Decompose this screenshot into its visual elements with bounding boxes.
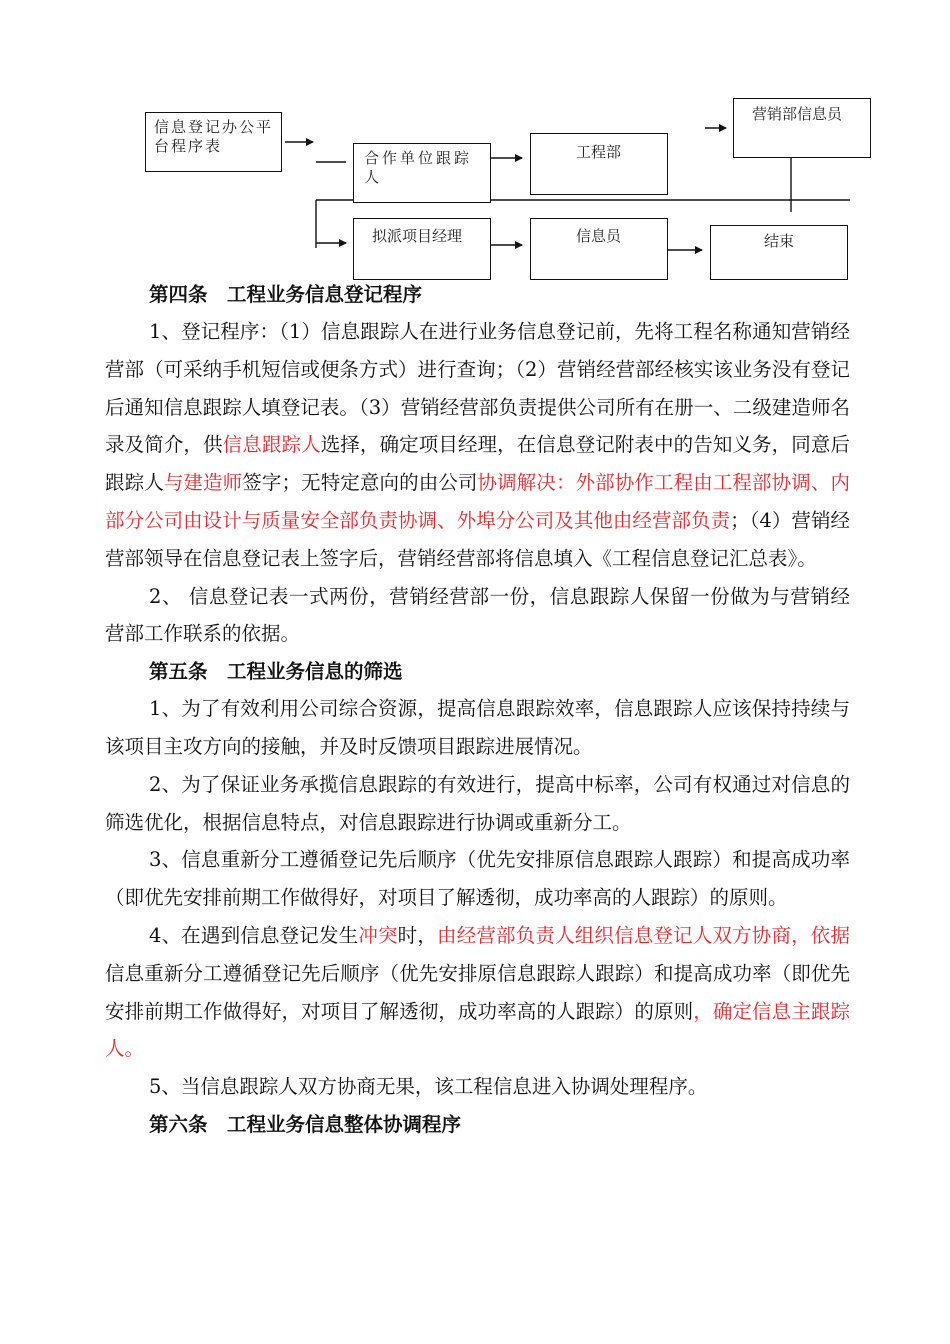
flow-node-info-clerk [530,218,668,280]
flow-node-platform-label: 信息登记办公平台程序表 [154,118,274,155]
highlight-text: 由经营部负责人组织信息登记人双方协商，依据 [437,923,850,947]
document-body [105,276,850,1143]
flow-node-marketing-info-label: 营销部信息员 [752,105,843,123]
highlight-text: 与建造师 [163,471,243,495]
article-4-paragraph-2: 2、 信息登记表一式两份，营销经营部一份，信息跟踪人保留一份做为与营销经营部工作联系的依据。 [105,584,850,646]
text-run: 信息重新分工遵循登记先后顺序（优先安排原信息跟踪人跟踪）和提高成功率（即优先安排前期工作做得好，对项目了解透彻，成功率高的人跟踪）的原则 [105,961,850,1023]
flow-node-marketing-info [733,98,871,158]
flow-node-engineering-label: 工程部 [576,143,622,161]
highlight-text: ，确定信息主跟踪人。 [105,999,850,1061]
highlight-text: 信息跟踪人 [222,433,321,457]
article-5-paragraph-3: 3、信息重新分工遵循登记先后顺序（优先安排原信息跟踪人跟踪）和提高成功率（即优先安排前期工作做得好，对项目了解透彻，成功率高的人跟踪）的原则。 [105,848,850,910]
article-6-heading: 第六条 工程业务信息整体协调程序 [149,1112,462,1136]
article-5-heading: 第五条 工程业务信息的筛选 [149,660,403,684]
text-run: 选择，确定项目经理，在信息登记附表中的告知义务，同意后跟踪人 [105,433,850,495]
article-5-paragraph-5: 5、当信息跟踪人双方协商无果，该工程信息进入协调处理程序。 [149,1075,708,1099]
flow-node-assign-pm-label: 拟派项目经理 [372,227,463,245]
flow-node-partner [353,143,491,203]
article-4-paragraph-1 [105,313,850,578]
flow-node-engineering [530,133,668,195]
text-run: 4、在遇到信息登记发生 [149,923,359,947]
flowchart [0,0,950,290]
article-5-paragraph-1: 1、为了有效利用公司综合资源，提高信息跟踪效率，信息跟踪人应该保持持续与该项目主攻方向的接触，并及时反馈项目跟踪进展情况。 [105,697,850,758]
flow-node-end [710,225,848,280]
highlight-text: 冲突 [358,923,398,947]
article-5-paragraph-2: 2、为了保证业务承揽信息跟踪的有效进行，提高中标率，公司有权通过对信息的筛选优化，根据信息特点，对信息跟踪进行协调或重新分工。 [105,772,850,834]
text-run: 时， [397,923,438,947]
article-5-paragraph-4 [105,917,850,1068]
text-run: 签字；无特定意向的由公司 [242,471,478,495]
text-run: 1、登记程序：（1）信息跟踪人在进行业务信息登记前，先将工程名称通知营销经营部（可采纳手机短信或便条方式）进行查询；（2）营销经营部经核实该业务没有登记后通知信息跟踪人填登记表。（3）营销经营部负责提供公司所有在册一、二级建造师名录及简介，供 [105,320,850,457]
flow-node-partner-label: 合作单位跟踪人 [364,149,473,186]
highlight-text: 协调解决：外部协作工程由工程部协调、内部分公司由设计与质量安全部负责协调、外埠分公司及其他由经营部负责 [105,471,850,532]
flow-node-end-label: 结束 [764,232,795,250]
text-run: ；（4）营销经营部领导在信息登记表上签字后，营销经营部将信息填入《工程信息登记汇总表》。 [105,508,850,570]
flow-node-assign-pm [353,218,491,280]
flow-node-platform [145,112,282,172]
article-4-heading: 第四条 工程业务信息登记程序 [149,283,423,306]
flow-node-info-clerk-label: 信息员 [576,227,622,245]
